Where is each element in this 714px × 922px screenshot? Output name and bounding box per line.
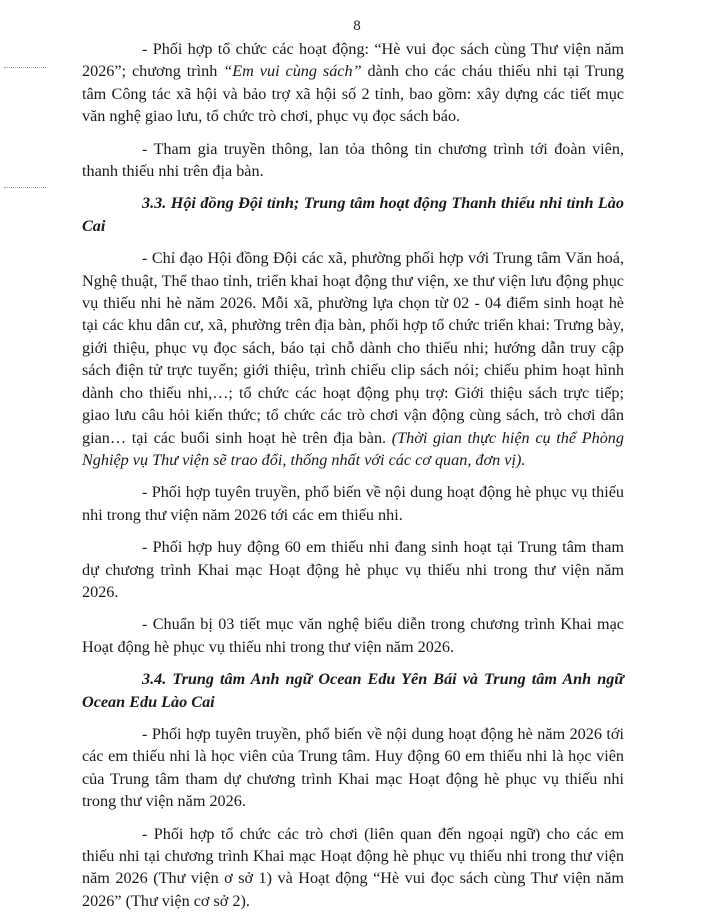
paragraph — [82, 723, 624, 813]
text-run: - Tham gia truyền thông, lan tỏa thông tin chương trình tới đoàn viên, thanh thiếu nhi trên địa bàn. — [82, 139, 624, 181]
italic-text-run: “Em vui cùng sách” — [223, 62, 362, 81]
paragraph — [82, 823, 624, 913]
italic-text-run: (Thời gian thực hiện cụ thể Phòng Nghiệp vụ Thư viện sẽ trao đổi, thống nhất với các cơ quan, đơn vị). — [82, 428, 624, 469]
paragraph — [82, 536, 624, 603]
text-run: dành cho các cháu thiếu nhi tại Trung tâm Công tác xã hội và bảo trợ xã hội số 2 tỉnh, bao gồm: xây dựng các tiết mục văn nghệ giao lưu, tổ chức trò chơi, phục vụ đọc sách báo. — [82, 62, 624, 126]
paragraph — [82, 613, 624, 658]
paragraph — [82, 38, 624, 128]
section-heading — [82, 668, 624, 713]
text-run: - Phối hợp tuyên truyền, phổ biến về nội dung hoạt động hè năm 2026 tới các em thiếu nhi là học viên của Trung tâm. Huy động 60 em thiếu nhi là học viên của Trung tâm tham dự chương trình Khai mạc Hoạt động hè phục vụ thiếu nhi trong thư viện năm 2026. — [82, 724, 624, 811]
document-body — [82, 38, 624, 922]
section-heading — [82, 192, 624, 237]
text-run: - Phối hợp tổ chức các hoạt động: “Hè vui đọc sách cùng Thư viện năm 2026”; chương trình — [82, 40, 624, 81]
paragraph — [82, 481, 624, 526]
text-run: - Phối hợp huy động 60 em thiếu nhi đang sinh hoạt tại Trung tâm tham dự chương trình Khai mạc Hoạt động hè phục vụ thiếu nhi trong thư viện năm 2026. — [82, 538, 624, 601]
margin-mark — [4, 187, 46, 188]
text-run: - Phối hợp tổ chức các trò chơi (liên quan đến ngoại ngữ) cho các em thiếu nhi tại chương trình Khai mạc Hoạt động hè phục vụ thiếu nhi trong thư viện năm 2026 (Thư viện ơ sở 1) và Hoạt động “Hè vui đọc sách cùng Thư viện năm 2026” (Thư viện cơ sở 2). — [82, 824, 624, 910]
text-run: 3.3. Hội đồng Đội tỉnh; Trung tâm hoạt động Thanh thiếu nhi tỉnh Lào Cai — [82, 194, 624, 235]
text-run: 3.4. Trung tâm Anh ngữ Ocean Edu Yên Bái và Trung tâm Anh ngữ Ocean Edu Lào Cai — [82, 670, 624, 711]
text-run: - Chỉ đạo Hội đồng Đội các xã, phường phối hợp với Trung tâm Văn hoá, Nghệ thuật, Thể thao tỉnh, triển khai hoạt động thư viện, xe thư viện lưu động phục vụ thiếu nhi hè năm 2026. Mỗi xã, phường lựa chọn từ 02 - 04 điểm sinh hoạt hè tại các khu dân cư, xã, phường trên địa bàn, phối hợp tổ chức triển khai: Trưng bày, giới thiệu, phục vụ đọc sách, báo tại chỗ dành cho thiếu nhi; hướng dẫn truy cập sách điện tử trực tuyến; giới thiệu, trình chiếu clip sách nói; chiếu phim hoạt hình dành cho thiếu nhi,…; tổ chức các hoạt động phụ trợ: Giới thiệu sách trực tiếp; giao lưu câu hỏi kiến thức; tổ chức các trò chơi vận động cùng sách, trò chơi dân gian… tại các buổi sinh hoạt hè trên địa bàn. — [82, 249, 624, 447]
page-number: 8 — [353, 18, 361, 34]
text-run: - Phối hợp tuyên truyền, phổ biến về nội dung hoạt động hè phục vụ thiếu nhi trong thư viện năm 2026 tới các em thiếu nhi. — [82, 483, 624, 524]
text-run: - Chuẩn bị 03 tiết mục văn nghệ biểu diễn trong chương trình Khai mạc Hoạt động hè phục vụ thiếu nhi trong thư viện năm 2026. — [82, 615, 624, 656]
paragraph — [82, 247, 624, 471]
margin-mark — [4, 67, 46, 68]
paragraph — [82, 138, 624, 183]
